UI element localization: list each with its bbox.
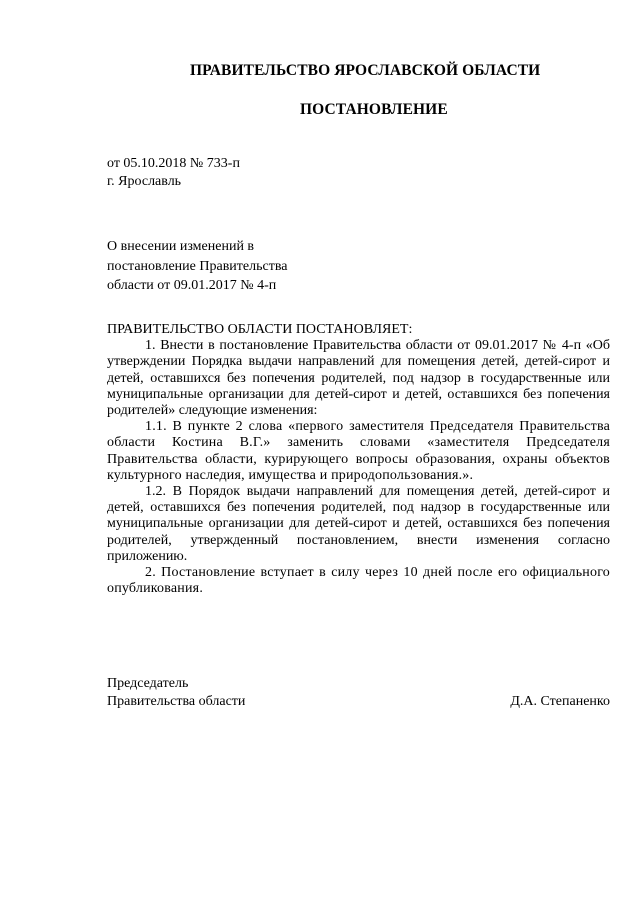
document-body	[107, 322, 610, 597]
city: г. Ярославль	[107, 174, 182, 189]
document-subject	[107, 237, 287, 296]
government-title: ПРАВИТЕЛЬСТВО ЯРОСЛАВСКОЙ ОБЛАСТИ	[190, 62, 541, 79]
paragraph-1: 1. Внести в постановление Правительства области от 09.01.2017 № 4-п «Об утверждении Порядка выдачи направлений для помещения детей, детей-сирот и детей, оставшихся без попечения родителей, под надзор в государственные или муниципальные организации для детей-сирот и детей, оставшихся без попечения родителей» следующие изменения:	[107, 338, 610, 419]
signatory-position: Председатель	[107, 676, 189, 691]
paragraph-1-1: 1.1. В пункте 2 слова «первого заместителя Председателя Правительства области Костина В.Г.» заменить словами «заместителя Председателя Правительства области, курирующего вопросы образования, охраны объектов культурного наследия, имущества и природопользования.».	[107, 419, 610, 483]
decree-statement: ПРАВИТЕЛЬСТВО ОБЛАСТИ ПОСТАНОВЛЯЕТ:	[107, 322, 413, 337]
subject-line: О внесении изменений в	[107, 239, 255, 254]
date-number: от 05.10.2018 № 733-п	[107, 156, 240, 171]
subject-line: постановление Правительства	[107, 258, 288, 274]
signatory-name: Д.А. Степаненко	[510, 694, 610, 709]
subject-line: области от 09.01.2017 № 4-п	[107, 278, 277, 293]
document-type: ПОСТАНОВЛЕНИЕ	[300, 101, 448, 118]
signatory-position-org: Правительства области	[107, 694, 246, 709]
paragraph-1-2: 1.2. В Порядок выдачи направлений для помещения детей, детей-сирот и детей, оставшихся без попечения родителей, под надзор в государственные или муниципальные организации для детей-сирот и детей, оставшихся без попечения родителей, утвержденный постановлением, внести изменения согласно приложению.	[107, 484, 610, 564]
signature-block	[107, 675, 610, 711]
paragraph-2: 2. Постановление вступает в силу через 10 дней после его официального опубликования.	[107, 565, 610, 597]
